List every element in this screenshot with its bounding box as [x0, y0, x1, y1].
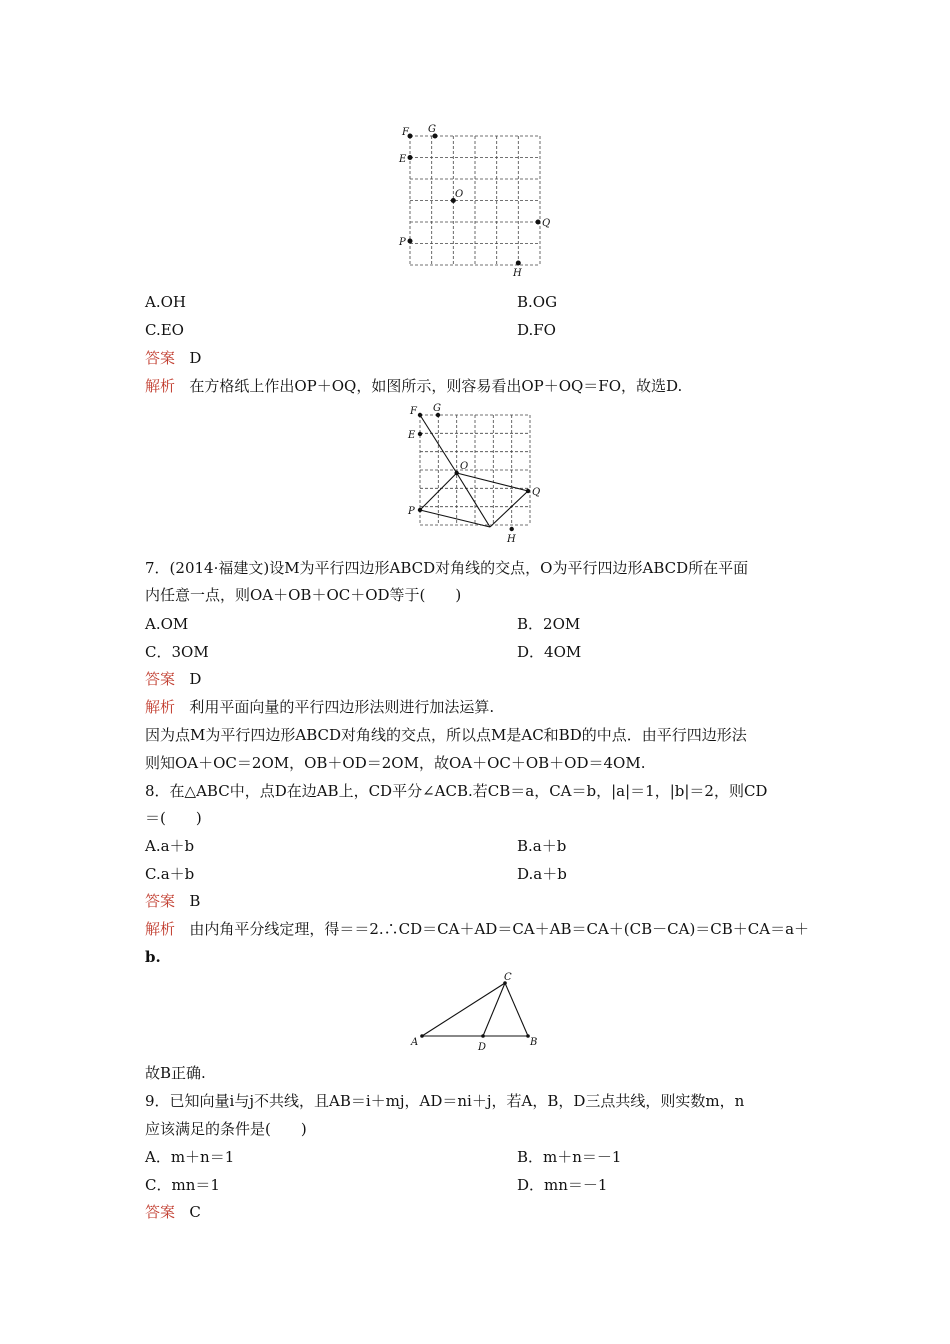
- label-H: H: [513, 268, 522, 279]
- label-P: P: [399, 237, 406, 248]
- answer-value: D: [189, 349, 202, 367]
- label-E: E: [399, 154, 407, 165]
- answer-value: B: [189, 892, 201, 910]
- label-P: P: [408, 506, 415, 517]
- point-Q: [536, 220, 541, 225]
- q7-answer: [145, 669, 201, 689]
- answer-value: D: [189, 670, 202, 688]
- label-C: C: [504, 972, 512, 983]
- point-F: [418, 413, 422, 417]
- q8-analysis-line-2: b.: [145, 948, 161, 966]
- analysis-label: 解析: [145, 698, 176, 716]
- label-F: F: [410, 406, 417, 417]
- label-Q: Q: [532, 487, 541, 498]
- answer-value: C: [189, 1203, 201, 1221]
- analysis-text: 利用平面向量的平行四边形法则进行加法运算.: [189, 698, 495, 716]
- q7-option-a: A.OM: [145, 615, 189, 633]
- q8-option-d: D.a＋b: [517, 865, 567, 883]
- q9-stem-line-2: 应该满足的条件是( ): [145, 1120, 307, 1138]
- q7-stem-line-2: 内任意一点，则OA＋OB＋OC＋OD等于( ): [145, 586, 462, 604]
- q8-option-b: B.a＋b: [517, 837, 567, 855]
- label-H: H: [507, 534, 516, 545]
- q8-stem-line-2: ＝( ): [145, 809, 202, 827]
- point-H: [510, 527, 514, 531]
- grid-figure-1: [395, 120, 560, 280]
- q8-analysis: [145, 919, 809, 939]
- q7-analysis-line-2: 因为点M为平行四边形ABCD对角线的交点，所以点M是AC和BD的中点．由平行四边形法: [145, 726, 747, 744]
- label-E: E: [408, 430, 416, 441]
- q6-option-b: B.OG: [517, 293, 558, 311]
- label-A: A: [411, 1037, 419, 1048]
- point-P: [418, 508, 422, 512]
- point-O: [455, 471, 459, 475]
- point-E: [418, 432, 422, 436]
- q9-option-a: A．m＋n＝1: [145, 1148, 235, 1166]
- q9-stem-line-1: 9．已知向量i与j不共线，且AB＝i＋mj，AD＝ni＋j，若A，B，D三点共线，则实数m，n: [145, 1092, 745, 1110]
- q8-option-c: C.a＋b: [145, 865, 195, 883]
- q9-answer: [145, 1202, 201, 1222]
- q7-option-b: B．2OM: [517, 615, 581, 633]
- q6-option-a: A.OH: [145, 293, 186, 311]
- label-O: O: [455, 189, 464, 200]
- q6-analysis: [145, 376, 682, 396]
- q7-option-c: C．3OM: [145, 643, 209, 661]
- q6-answer: [145, 348, 201, 368]
- answer-label: 答案: [145, 1203, 176, 1221]
- grid-figure-2: [400, 400, 550, 550]
- point-E: [408, 155, 413, 160]
- q7-stem-line-1: 7．(2014·福建文)设M为平行四边形ABCD对角线的交点，O为平行四边形ABCD所在平面: [145, 559, 749, 577]
- label-B: B: [530, 1037, 538, 1048]
- point-Q: [526, 489, 530, 493]
- q6-option-d: D.FO: [517, 321, 556, 339]
- label-F: F: [402, 127, 409, 138]
- q9-option-b: B．m＋n＝－1: [517, 1148, 622, 1166]
- analysis-text: 在方格纸上作出OP＋OQ，如图所示，则容易看出OP＋OQ＝FO，故选D.: [189, 377, 683, 395]
- label-O: O: [460, 461, 469, 472]
- q8-option-a: A.a＋b: [145, 837, 195, 855]
- analysis-text: 由内角平分线定理，得＝＝2.∴CD＝CA＋AD＝CA＋AB＝CA＋(CB－CA)＝CB＋CA＝a＋: [189, 920, 810, 938]
- q8-conclusion: 故B正确.: [145, 1064, 206, 1082]
- point-H: [516, 261, 521, 266]
- q8-answer: [145, 891, 200, 911]
- q9-option-d: D．mn＝－1: [517, 1176, 608, 1194]
- triangle-figure: [400, 968, 550, 1054]
- answer-label: 答案: [145, 670, 176, 688]
- answer-label: 答案: [145, 349, 176, 367]
- analysis-label: 解析: [145, 920, 176, 938]
- q6-option-c: C.EO: [145, 321, 184, 339]
- point-P: [408, 239, 413, 244]
- q8-stem-line-1: 8．在△ABC中，点D在边AB上，CD平分∠ACB.若CB＝a，CA＝b，|a|＝1，|b|＝2，则CD: [145, 782, 768, 800]
- q7-analysis: [145, 697, 494, 717]
- q9-option-c: C．mn＝1: [145, 1176, 220, 1194]
- q7-analysis-line-3: 则知OA＋OC＝2OM，OB＋OD＝2OM，故OA＋OC＋OB＋OD＝4OM.: [145, 754, 646, 772]
- q7-option-d: D．4OM: [517, 643, 582, 661]
- answer-label: 答案: [145, 892, 176, 910]
- analysis-label: 解析: [145, 377, 176, 395]
- label-D: D: [478, 1042, 487, 1053]
- label-Q: Q: [542, 218, 551, 229]
- label-G: G: [433, 403, 441, 414]
- label-G: G: [428, 124, 436, 135]
